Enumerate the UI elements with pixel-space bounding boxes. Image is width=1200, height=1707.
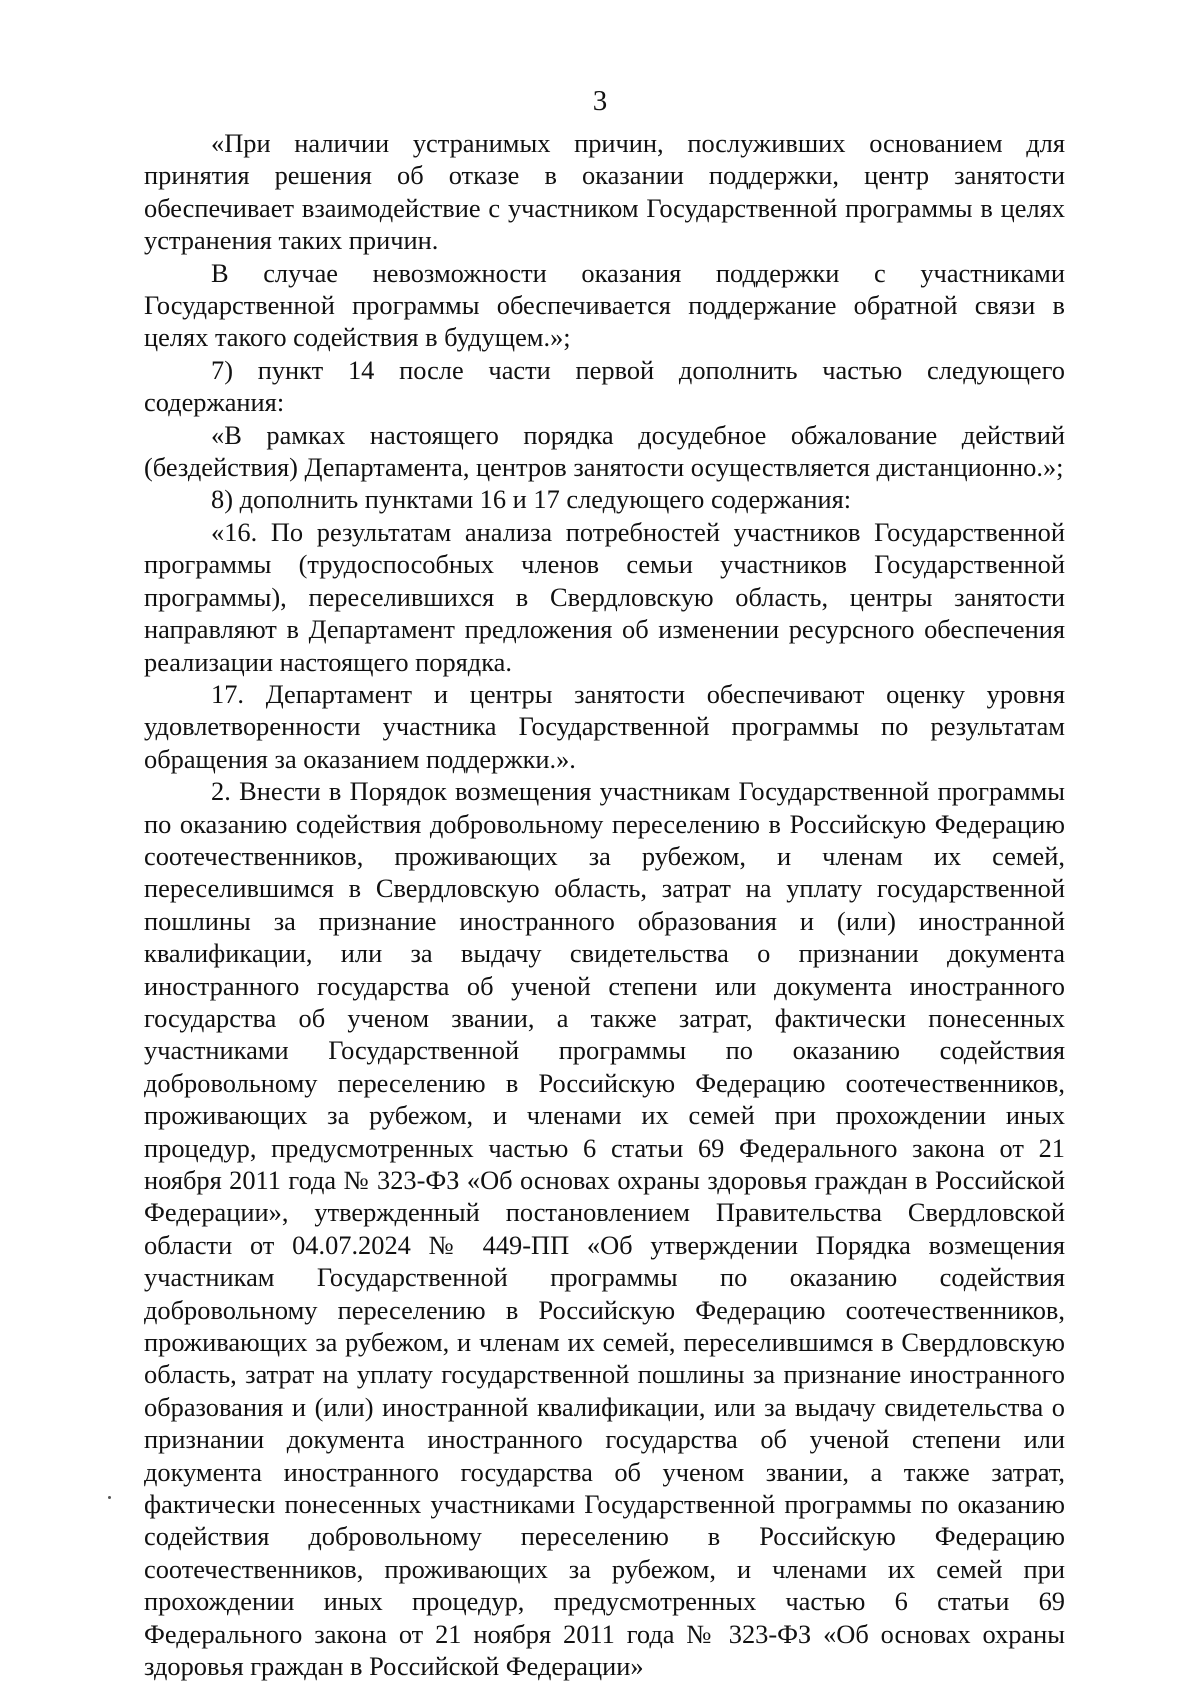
scan-artifact-dot	[108, 1496, 111, 1499]
paragraph-section-2: 2. Внести в Порядок возмещения участникам Государственной программы по оказанию содействия добровольному переселению в Российскую Федерацию соотечественников, проживающих за рубежом, и членам их семей, переселившимся в Свердловскую область, затрат на уплату государственной пошлины за признание иностранного образования и (или) иностранной квалификации, или за выдачу свидетельства о признании документа иностранного государства об ученой степени или документа иностранного государства об ученом звании, а также затрат, фактически понесенных участниками Государственной программы по оказанию содействия добровольному переселению в Российскую Федерацию соотечественников, проживающих за рубежом, и членами их семей при прохождении иных процедур, предусмотренных частью 6 статьи 69 Федерального закона от 21 ноября 2011 года № 323-ФЗ «Об основах охраны здоровья граждан в Российской Федерации», утвержденный постановлением Правительства Свердловской области от 04.07.2024 № 449-ПП «Об утверждении Порядка возмещения участникам Государственной программы по оказанию содействия добровольному переселению в Российскую Федерацию соотечественников, проживающих за рубежом, и членам их семей, переселившимся в Свердловскую область, затрат на уплату государственной пошлины за признание иностранного образования и (или) иностранной квалификации, или за выдачу свидетельства о признании документа иностранного государства об ученой степени или документа иностранного государства об ученом звании, а также затрат, фактически понесенных участниками Государственной программы по оказанию содействия добровольному переселению в Российскую Федерацию соотечественников, проживающих за рубежом, и членами их семей при прохождении иных процедур, предусмотренных частью 6 статьи 69 Федерального закона от 21 ноября 2011 года № 323-ФЗ «Об основах охраны здоровья граждан в Российской Федерации»	[144, 776, 1065, 1682]
paragraph-point-16: «16. По результатам анализа потребностей участников Государственной программы (трудоспособных членов семьи участников Государственной программы), переселившихся в Свердловскую область, центры занятости направляют в Департамент предложения об изменении ресурсного обеспечения реализации настоящего порядка.	[144, 516, 1065, 677]
paragraph-pretrial-appeal: «В рамках настоящего порядка досудебное обжалование действий (бездействия) Департамента, центров занятости осуществляется дистанционно.»;	[144, 419, 1065, 483]
document-body	[144, 127, 1065, 1683]
paragraph-feedback: В случае невозможности оказания поддержки с участниками Государственной программы обеспечивается поддержание обратной связи в целях такого содействия в будущем.»;	[144, 257, 1065, 353]
paragraph-point-17: 17. Департамент и центры занятости обеспечивают оценку уровня удовлетворенности участника Государственной программы по результатам обращения за оказанием поддержки.».	[144, 678, 1065, 774]
paragraph-item-7: 7) пункт 14 после части первой дополнить частью следующего содержания:	[144, 354, 1065, 418]
page-number: 3	[592, 85, 608, 117]
paragraph-obstacles-interaction: «При наличии устранимых причин, послуживших основанием для принятия решения об отказе в оказании поддержки, центр занятости обеспечивает взаимодействие с участником Государственной программы в целях устранения таких причин.	[144, 128, 1065, 256]
paragraph-item-8: 8) дополнить пунктами 16 и 17 следующего содержания:	[211, 484, 852, 515]
